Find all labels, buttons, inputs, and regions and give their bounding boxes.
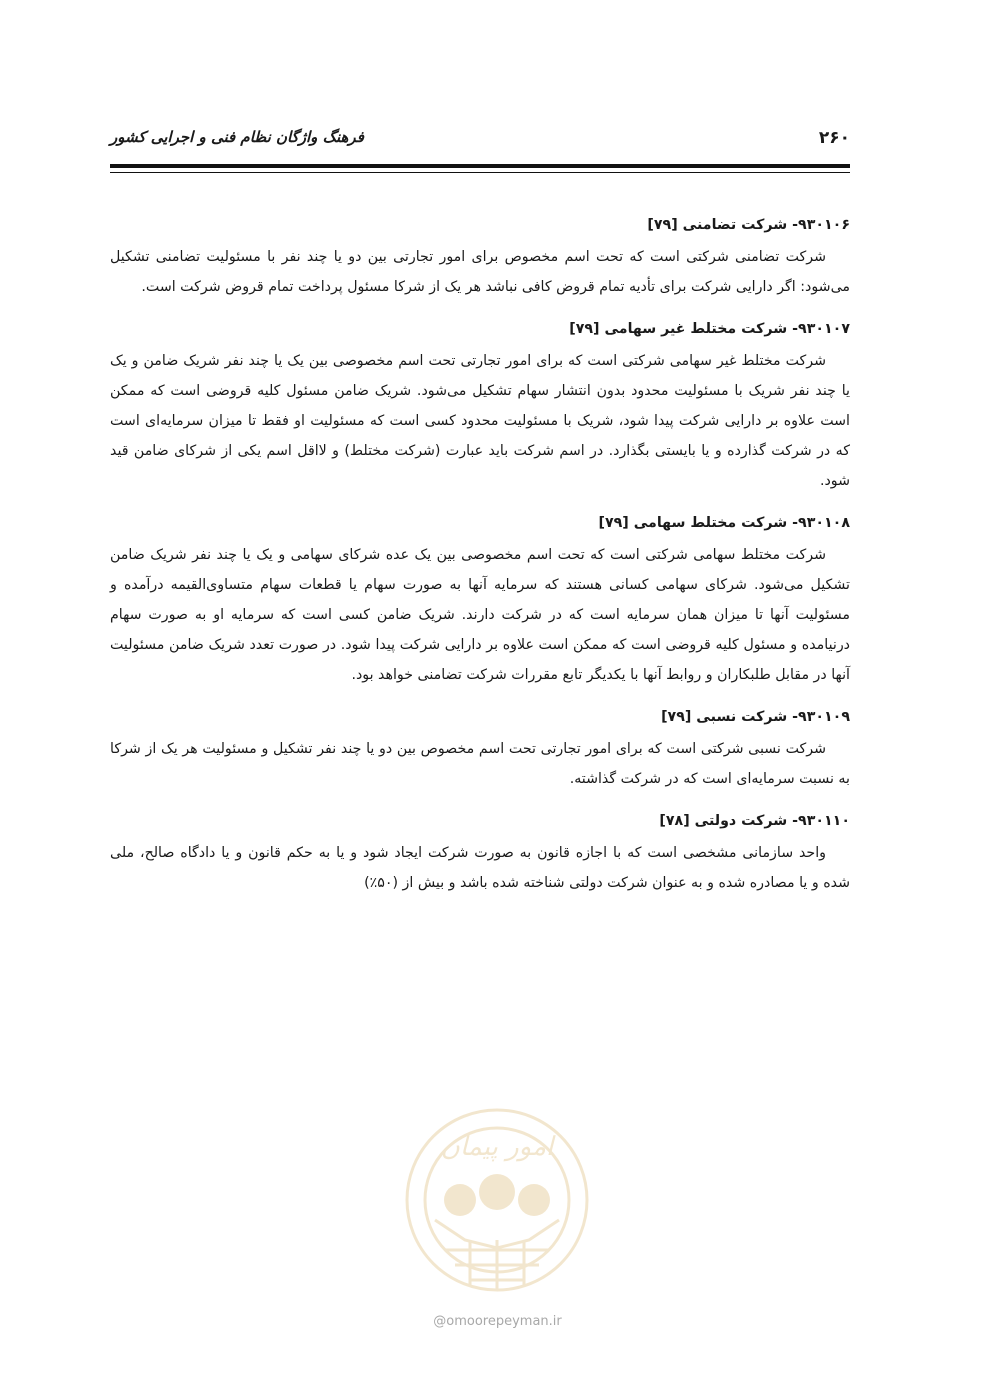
entry-body: شرکت نسبی شرکتی است که برای امور تجارتی تحت اسم مخصوص بین دو یا چند نفر تشکیل و مسئولیت هر یک از شرکا به نسبت سرمایه‌ای است که در شرکت گذاشته. xyxy=(110,741,850,787)
entry-heading: ۹۳۰۱۰۸- شرکت مختلط سهامی [۷۹] xyxy=(598,515,850,531)
entry-body: شرکت مختلط سهامی شرکتی است که تحت اسم مخصوصی بین یک عده شرکای سهامی و یک یا چند نفر شریک ضامن تشکیل می‌شود. شرکای سهامی کسانی هستند که سرمایه آنها به صورت سهام یا قطعات سهام متساوی‌القیمه درآمده و مسئولیت آنها تا میزان همان سرمایه است که در شرکت دارند. شریک ضامن کسی است که سرمایه او به صورت سهام درنیامده و مسئول کلیه قروضی است که ممکن است علاوه بر دارایی شرکت پیدا شود. در صورت تعدد شریک ضامن مسئولیت آنها در مقابل طلبکاران و روابط آنها با یکدیگر تابع مقررات شرکت تضامنی خواهد بود. xyxy=(110,547,850,683)
entry-heading: ۹۳۰۱۱۰- شرکت دولتی [۷۸] xyxy=(659,813,850,829)
watermark-caption: @omoorepeyman.ir xyxy=(433,1314,562,1329)
entry xyxy=(110,314,850,496)
entry-heading: ۹۳۰۱۰۶- شرکت تضامنی [۷۹] xyxy=(647,217,850,233)
entry xyxy=(110,210,850,302)
page-number: ۲۶۰ xyxy=(818,128,850,148)
entry-body: واحد سازمانی مشخصی است که با اجازه قانون به صورت شرکت ایجاد شود و یا به حکم قانون و یا دادگاه صالح، ملی شده و یا مصادره شده و به عنوان شرکت دولتی شناخته شده باشد و بیش از (۵۰٪) xyxy=(110,845,850,891)
watermark-logo-text: امور پیمان xyxy=(440,1132,554,1162)
entry xyxy=(110,508,850,690)
entry xyxy=(110,806,850,898)
entry xyxy=(110,702,850,794)
page-body xyxy=(110,210,850,910)
page-header xyxy=(110,128,850,154)
entry-body: شرکت مختلط غیر سهامی شرکتی است که برای امور تجارتی تحت اسم مخصوصی بین یک یا چند نفر شریک ضامن و یک یا چند نفر شریک با مسئولیت محدود بدون انتشار سهام تشکیل می‌شود. شریک ضامن مسئول کلیه قروضی است که ممکن است علاوه بر دارایی شرکت پیدا شود، شریک با مسئولیت محدود کسی است که مسئولیت او فقط تا میزان سرمایه‌ای است که در شرکت گذارده و یا بایستی بگذارد. در اسم شرکت باید عبارت (شرکت مختلط) و لااقل اسم یکی از شرکای ضامن قید شود. xyxy=(110,353,850,489)
entry-heading: ۹۳۰۱۰۷- شرکت مختلط غیر سهامی [۷۹] xyxy=(569,321,850,337)
header-rule-thin xyxy=(110,172,850,173)
header-rule-thick xyxy=(110,164,850,168)
entry-heading: ۹۳۰۱۰۹- شرکت نسبی [۷۹] xyxy=(661,709,850,725)
entry-body: شرکت تضامنی شرکتی است که تحت اسم مخصوص برای امور تجارتی بین دو یا چند نفر با مسئولیت تضامنی تشکیل می‌شود: اگر دارایی شرکت برای تأدیه تمام قروض کافی نباشد هر یک از شرکا مسئول پرداخت تمام قروض شرکت است. xyxy=(110,249,850,295)
watermark-logo-icon xyxy=(400,1100,595,1300)
running-title: فرهنگ واژگان نظام فنی و اجرایی کشور xyxy=(110,128,364,146)
